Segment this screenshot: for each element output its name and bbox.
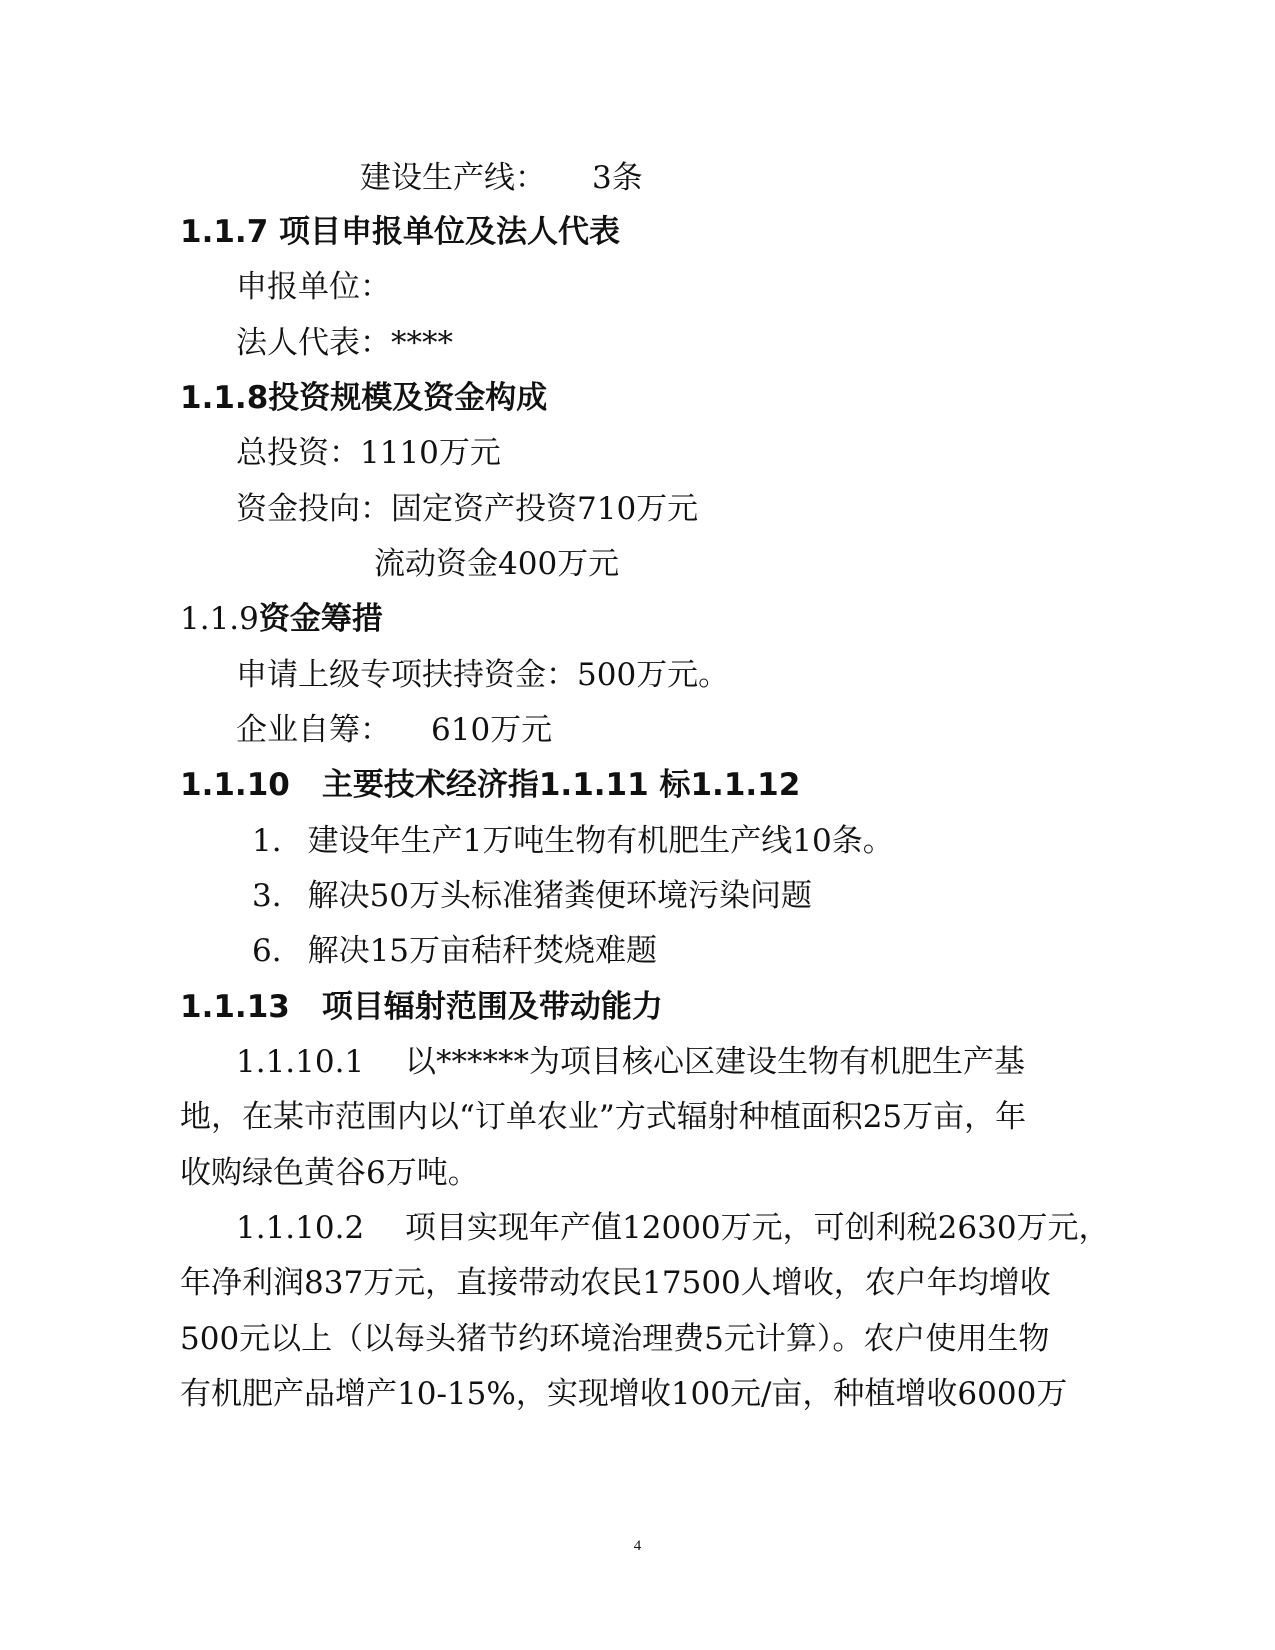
production-line-value: 3条 [592, 160, 643, 196]
self-raised-funds-text [236, 710, 552, 750]
legal-representative-text: 法人代表：**** [236, 325, 453, 361]
production-line-label: 建设生产线： [360, 160, 546, 196]
subsidy-funds-text: 申请上级专项扶持资金：500万元。 [236, 657, 730, 693]
self-raised-label: 企业自筹： [236, 712, 391, 748]
section-number: 1.1.13 [180, 989, 290, 1025]
list-item-text: 解决15万亩秸秆焚烧难题 [307, 933, 658, 969]
section-title: 资金筹措 [258, 601, 383, 637]
paragraph-line: 收购绿色黄谷6万吨。 [180, 1155, 479, 1191]
section-number: 1.1.10 [180, 767, 290, 803]
working-capital-text: 流动资金400万元 [374, 546, 620, 582]
paragraph-line: 有机肥产品增产10-15%，实现增收100元/亩，种植增收6000万 [180, 1376, 1068, 1412]
list-item-number: 6. [252, 933, 282, 969]
list-item [252, 821, 894, 861]
paragraph-line: 1.1.10.1 以******为项目核心区建设生物有机肥生产基 [236, 1044, 1026, 1080]
paragraph-line: 年净利润837万元，直接带动农民17500人增收，农户年均增收 [180, 1265, 1051, 1301]
fund-allocation-text: 资金投向：固定资产投资710万元 [236, 491, 699, 527]
list-item-text: 建设年生产1万吨生物有机肥生产线10条。 [307, 823, 894, 859]
paragraph-line: 地，在某市范围内以“订单农业”方式辐射种植面积25万亩，年 [180, 1099, 1027, 1135]
production-line-text [360, 158, 643, 198]
applicant-unit-text: 申报单位： [236, 269, 391, 305]
list-item-number: 1. [252, 823, 282, 859]
self-raised-value: 610万元 [431, 712, 553, 748]
list-item-number: 3. [252, 878, 282, 914]
paragraph-line: 1.1.10.2 项目实现年产值12000万元，可创利税2630万元， [236, 1210, 1110, 1246]
paragraph-line: 500元以上（以每头猪节约环境治理费5元计算）。农户使用生物 [180, 1321, 1050, 1357]
section-number: 1.1.9 [180, 601, 259, 637]
section-heading-1-1-7: 1.1.7 项目申报单位及法人代表 [180, 214, 621, 250]
list-item [252, 876, 812, 916]
section-heading-1-1-13 [180, 987, 663, 1027]
section-title: 主要技术经济指1.1.11 标1.1.12 [321, 767, 801, 803]
total-investment-text: 总投资：1110万元 [236, 435, 501, 471]
list-item [252, 931, 657, 971]
list-item-text: 解决50万头标准猪粪便环境污染问题 [307, 878, 813, 914]
section-heading-1-1-10 [180, 765, 800, 805]
section-title: 项目辐射范围及带动能力 [321, 989, 663, 1025]
page-number: 4 [633, 1538, 642, 1554]
section-heading-1-1-9 [180, 599, 383, 639]
section-heading-1-1-8: 1.1.8投资规模及资金构成 [180, 380, 548, 416]
